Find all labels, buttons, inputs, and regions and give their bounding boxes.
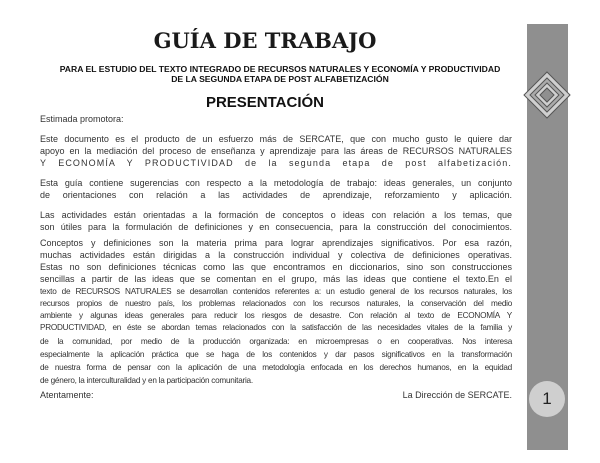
paragraph-1-line: Y ECONOMÍA Y PRODUCTIVIDAD de la segunda etapa de post alfabetización. — [40, 158, 512, 168]
diamond-ornament-icon — [523, 71, 571, 119]
paragraph-4-line: ambiente y algunas ideas generales para reducir los riesgos de desastre. Con relación al texto de ECONOMÍA Y — [40, 311, 512, 320]
document-title: GUÍA DE TRABAJO — [153, 28, 377, 53]
paragraph-4-line: sencillas a partir de las ideas que se comentan en el grupo, más las ideas que contiene el texto.En el — [40, 274, 512, 284]
paragraph-3-line: son útiles para la formulación de definiciones y en consecuencia, para la construcción del conocimientos. — [40, 222, 512, 232]
subtitle-line-1: PARA EL ESTUDIO DEL TEXTO INTEGRADO DE RECURSOS NATURALES Y ECONOMÍA Y PRODUCTIVIDAD — [59, 64, 501, 74]
paragraph-4-line: Conceptos y definiciones son la materia prima para lograr aprendizajes significativos. Por esa razón, — [40, 238, 512, 248]
section-title: PRESENTACIÓN — [205, 94, 325, 111]
greeting: Estimada promotora: — [40, 114, 124, 124]
paragraph-4-line: Estas no son definiciones técnicas como las que encontramos en diccionarios, sino son construcciones — [40, 262, 512, 272]
paragraph-1-line: apoyo en la mediación del proceso de enseñanza y aprendizaje para las áreas de RECURSOS NATURALES — [40, 146, 512, 156]
paragraph-4-line: de la comunidad, por medio de la producción organizada: en microempresas o en cooperativas. Nos interesa — [40, 337, 512, 346]
paragraph-4-line: muchas actividades están dirigidas a la construcción individual y colectiva de definiciones operativas. — [40, 250, 512, 260]
paragraph-4-line: especialmente la aplicación práctica que se haga de los contenidos y dar pasos significativos en la transformación — [40, 350, 512, 359]
subtitle-line-2: DE LA SEGUNDA ETAPA DE POST ALFABETIZACIÓN — [171, 74, 389, 84]
signature: La Dirección de SERCATE. — [402, 390, 512, 400]
paragraph-3-line: Las actividades están orientadas a la formación de conceptos o ideas con relación a los temas, que — [40, 210, 512, 220]
paragraph-4-line: PRODUCTIVIDAD, en éste se abordan temas relacionados con la satisfacción de las necesidades vitales de la familia y — [40, 323, 512, 332]
paragraph-1-line: Este documento es el producto de un esfuerzo más de SERCATE, que con mucho gusto le quiere dar — [40, 134, 512, 144]
page-number: 1 — [529, 381, 565, 417]
paragraph-2-line: Esta guía contiene sugerencias con respecto a la metodología de trabajo: ideas generales, un conjunto — [40, 178, 512, 188]
paragraph-4-line: de género, la interculturalidad y en la participación comunitaria. — [40, 376, 253, 385]
closing: Atentamente: — [40, 390, 94, 400]
paragraph-4-line: recursos propios de nuestro país, los problemas relacionados con los recursos naturales, la conservación del medio — [40, 299, 512, 308]
paragraph-4-line: texto de RECURSOS NATURALES se desarrollan contenidos referentes a: un estudio general de los recursos naturales, los — [40, 287, 512, 296]
paragraph-4-line: de nuestra forma de pensar con la aplicación de una metodología enfocada en los derechos humanos, en la equidad — [40, 363, 512, 372]
paragraph-2-line: de orientaciones con relación a las actividades de aprendizaje, reforzamiento y aplicación. — [40, 190, 512, 200]
